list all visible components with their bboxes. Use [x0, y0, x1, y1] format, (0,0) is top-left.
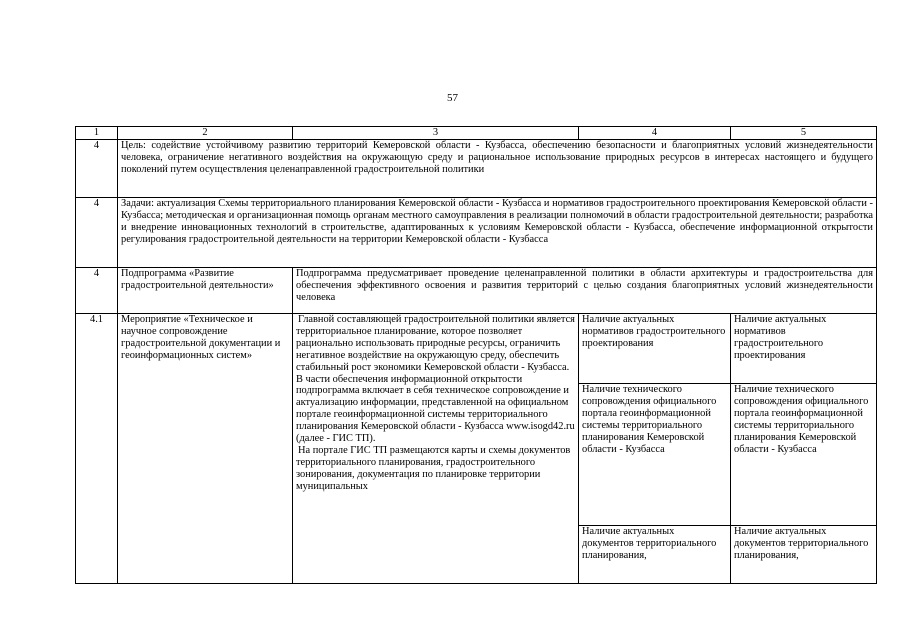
table-header-row: [76, 127, 877, 140]
measure-name: Мероприятие «Техническое и научное сопровождение градостроительной документации и геоинформационных систем»: [118, 314, 293, 584]
indicator-4-3: Наличие актуальных документов территориального планирования,: [579, 526, 731, 584]
measure-description: [293, 314, 579, 584]
indicator-5-1: Наличие актуальных нормативов градостроительного проектирования: [731, 314, 877, 384]
tasks-text: Задачи: актуализация Схемы территориального планирования Кемеровской области - Кузбасса и нормативов градостроительного проектирования Кемеровской области - Кузбасса; методическая и организационная помощь органам местного самоуправления в реализации полномочий в области градостроительной деятельности; разработка и внедрение инновационных технологий в строительстве, адаптированных к условиям Кемеровской области - Кузбасса, обеспечение информационной открытости регулирования градостроительной деятельности на территории Кемеровской области - Кузбасса: [118, 198, 877, 268]
page-number: 57: [447, 92, 458, 104]
measure-description-p1: Главной составляющей градостроительной политики является территориальное планирование, которое позволяет рационально использовать природные ресурсы, ограничить негативное воздействие на окружающую среду, обеспечить стабильный рост экономики Кемеровской области - Кузбасса. В части обеспечения информационной открытости подпрограмма включает в себя техническое сопровождение и актуализацию информации, представленной на официальном портале геоинформационной системы территориального планирования Кемеровской области - Кузбасса www.isogd42.ru (далее - ГИС ТП).: [296, 314, 575, 445]
goal-text: Цель: содействие устойчивому развитию территорий Кемеровской области - Кузбасса, обеспечению безопасности и благоприятных условий жизнедеятельности человека, ограничение негативного воздействия на окружающую среду и рациональное использование природных ресурсов в интересах настоящего и будущего поколений путем осуществления целенаправленной градостроительной политики: [118, 140, 877, 198]
measure-row-a: [76, 314, 877, 384]
header-cell-5: 5: [731, 127, 877, 140]
indicator-4-2: Наличие технического сопровождения официального портала геоинформационной системы территориального планирования Кемеровской области - Кузбасса: [579, 384, 731, 526]
header-cell-4: 4: [579, 127, 731, 140]
measure-number: 4.1: [76, 314, 118, 584]
program-table: [75, 126, 877, 584]
goal-number: 4: [76, 140, 118, 198]
header-cell-3: 3: [293, 127, 579, 140]
indicator-5-2: Наличие технического сопровождения официального портала геоинформационной системы территориального планирования Кемеровской области - Кузбасса: [731, 384, 877, 526]
header-cell-1: 1: [76, 127, 118, 140]
tasks-number: 4: [76, 198, 118, 268]
subprogram-text: Подпрограмма предусматривает проведение целенаправленной политики в области архитектуры и градостроительства для обеспечения эффективного освоения и развития территорий с целью создания благоприятных условий жизнедеятельности человека: [293, 268, 877, 314]
subprogram-row: [76, 268, 877, 314]
goal-row: [76, 140, 877, 198]
indicator-4-1: Наличие актуальных нормативов градостроительного проектирования: [579, 314, 731, 384]
tasks-row: [76, 198, 877, 268]
subprogram-number: 4: [76, 268, 118, 314]
measure-description-p2: На портале ГИС ТП размещаются карты и схемы документов территориального планирования, градостроительного зонирования, документация по планировке территории муниципальных: [296, 444, 571, 492]
indicator-5-3: Наличие актуальных документов территориального планирования,: [731, 526, 877, 584]
header-cell-2: 2: [118, 127, 293, 140]
subprogram-name: Подпрограмма «Развитие градостроительной деятельности»: [118, 268, 293, 314]
